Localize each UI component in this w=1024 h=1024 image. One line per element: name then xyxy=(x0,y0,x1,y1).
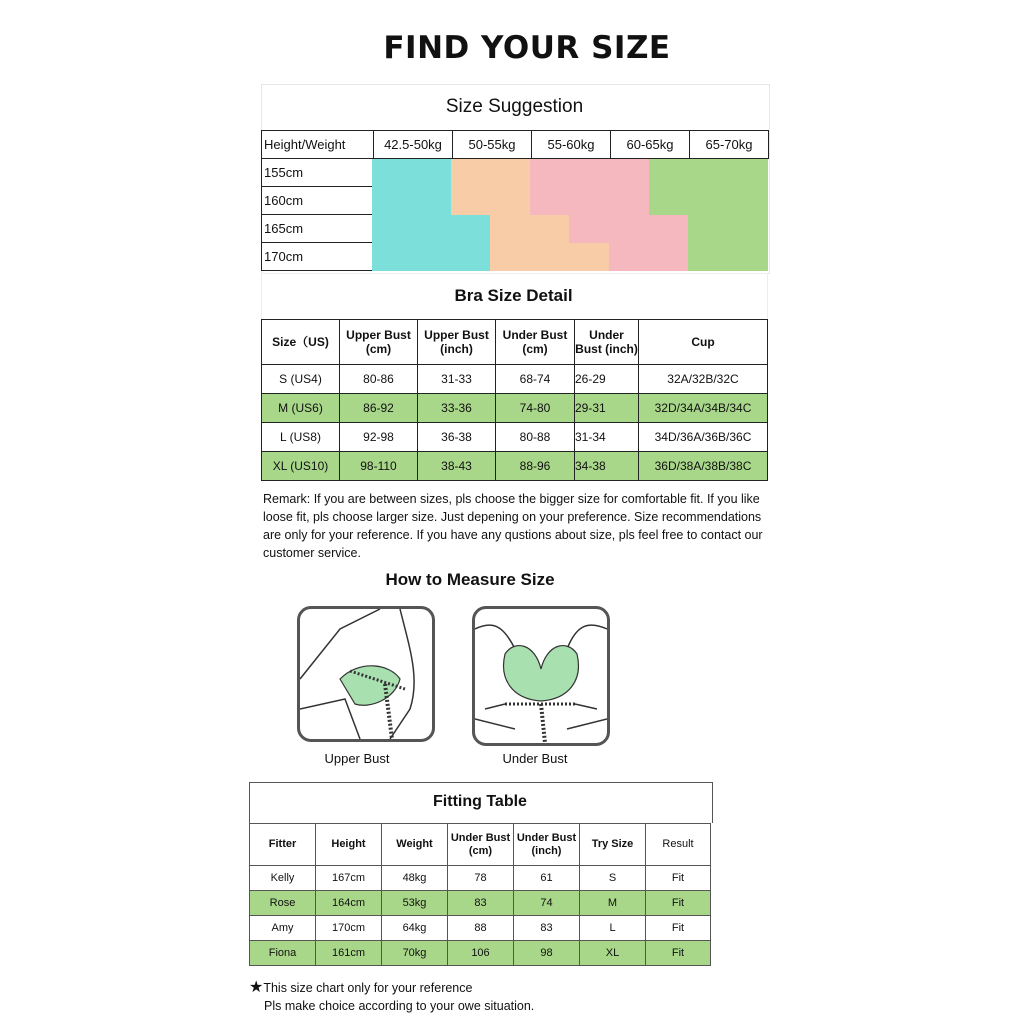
under-bust-figure-icon xyxy=(475,609,607,743)
weight-header: 65-70kg xyxy=(690,131,769,159)
table-cell: 32A/32B/32C xyxy=(639,365,768,394)
table-cell: 33-36 xyxy=(418,394,496,423)
table-cell: 29-31 xyxy=(575,394,639,423)
table-cell: 32D/34A/34B/34C xyxy=(639,394,768,423)
star-icon: ★ xyxy=(249,977,264,996)
table-cell: 167cm xyxy=(316,866,382,891)
table-cell: Kelly xyxy=(250,866,316,891)
table-cell: Rose xyxy=(250,891,316,916)
table-cell: 106 xyxy=(448,941,514,966)
table-cell: 92-98 xyxy=(340,423,418,452)
table-cell: 80-86 xyxy=(340,365,418,394)
table-cell: 88 xyxy=(448,916,514,941)
column-header: Under Bust (inch) xyxy=(514,824,580,866)
footnote-text-1: This size chart only for your reference xyxy=(263,981,473,995)
table-cell: 83 xyxy=(448,891,514,916)
column-header: Try Size xyxy=(580,824,646,866)
weight-header: 55-60kg xyxy=(532,131,611,159)
table-cell: XL (US10) xyxy=(262,452,340,481)
column-header: Height xyxy=(316,824,382,866)
upper-bust-illustration xyxy=(297,606,435,742)
how-to-measure-title: How to Measure Size xyxy=(385,570,555,589)
size-block-xl xyxy=(688,215,768,271)
table-cell: 70kg xyxy=(382,941,448,966)
table-cell: 31-34 xyxy=(575,423,639,452)
under-bust-illustration xyxy=(472,606,610,746)
under-bust-caption: Under Bust xyxy=(502,751,568,766)
upper-bust-caption: Upper Bust xyxy=(324,751,390,766)
table-cell: 98 xyxy=(514,941,580,966)
corner-label: Height/Weight xyxy=(262,131,374,159)
size-block-l xyxy=(530,159,649,215)
table-cell: 53kg xyxy=(382,891,448,916)
column-header: Size（US) xyxy=(262,320,340,365)
table-cell: 161cm xyxy=(316,941,382,966)
column-header: Cup xyxy=(639,320,768,365)
column-header: Fitter xyxy=(250,824,316,866)
column-header: Weight xyxy=(382,824,448,866)
table-cell: 74 xyxy=(514,891,580,916)
page-title: FIND YOUR SIZE xyxy=(383,30,671,66)
column-header: Result xyxy=(646,824,711,866)
table-cell: 78 xyxy=(448,866,514,891)
table-cell: 38-43 xyxy=(418,452,496,481)
size-block-xl xyxy=(649,159,768,215)
table-cell: M (US6) xyxy=(262,394,340,423)
table-cell: 170cm xyxy=(316,916,382,941)
table-cell: 61 xyxy=(514,866,580,891)
table-cell: 36D/38A/38B/38C xyxy=(639,452,768,481)
height-label: 170cm xyxy=(262,243,375,271)
height-column xyxy=(261,158,375,271)
size-block-l xyxy=(609,243,688,271)
table-cell: Fit xyxy=(646,941,711,966)
size-block-s xyxy=(451,215,490,271)
upper-bust-figure-icon xyxy=(300,609,432,739)
column-header: Under Bust (cm) xyxy=(448,824,514,866)
height-label: 155cm xyxy=(262,159,375,187)
height-label: 160cm xyxy=(262,187,375,215)
table-cell: 98-110 xyxy=(340,452,418,481)
table-cell: Fiona xyxy=(250,941,316,966)
table-cell: Fit xyxy=(646,891,711,916)
footnote-text-2: Pls make choice according to your owe situation. xyxy=(264,999,535,1013)
table-cell: Fit xyxy=(646,916,711,941)
table-cell: 86-92 xyxy=(340,394,418,423)
size-block-m xyxy=(490,243,609,271)
table-cell: 36-38 xyxy=(418,423,496,452)
table-cell: 64kg xyxy=(382,916,448,941)
size-block-l xyxy=(569,215,688,243)
footnote-line-1 xyxy=(249,978,534,997)
size-block-m xyxy=(490,215,569,243)
table-cell: L (US8) xyxy=(262,423,340,452)
fitting-title: Fitting Table xyxy=(433,793,527,810)
footnote xyxy=(249,978,534,1015)
column-header: Under Bust (cm) xyxy=(496,320,575,365)
table-cell: 31-33 xyxy=(418,365,496,394)
table-cell: 74-80 xyxy=(496,394,575,423)
table-cell: S xyxy=(580,866,646,891)
bra-detail-title: Bra Size Detail xyxy=(454,286,573,305)
weight-header: 60-65kg xyxy=(611,131,690,159)
table-cell: 68-74 xyxy=(496,365,575,394)
remark-text: Remark: If you are between sizes, pls choose the bigger size for comfortable fit. If you like loose fit, pls choose larger size. Just depening on your preference. Size recommendations are only for your reference. If you have any qustions about size, pls feel free to contact our customer service. xyxy=(263,492,763,560)
column-header: Upper Bust (inch) xyxy=(418,320,496,365)
table-cell: 34-38 xyxy=(575,452,639,481)
column-header: Upper Bust (cm) xyxy=(340,320,418,365)
table-cell: 26-29 xyxy=(575,365,639,394)
weight-header: 50-55kg xyxy=(453,131,532,159)
height-label: 165cm xyxy=(262,215,375,243)
column-header: Under Bust (inch) xyxy=(575,320,639,365)
size-block-m xyxy=(451,159,530,215)
table-cell: 48kg xyxy=(382,866,448,891)
size-block-s xyxy=(372,159,451,271)
size-suggestion-header xyxy=(261,130,769,159)
table-cell: 34D/36A/36B/36C xyxy=(639,423,768,452)
bra-detail-table xyxy=(261,319,768,481)
table-cell: 80-88 xyxy=(496,423,575,452)
table-cell: M xyxy=(580,891,646,916)
table-cell: 83 xyxy=(514,916,580,941)
table-cell: S (US4) xyxy=(262,365,340,394)
fitting-table xyxy=(249,823,711,966)
table-cell: 164cm xyxy=(316,891,382,916)
table-cell: Amy xyxy=(250,916,316,941)
size-suggestion-title: Size Suggestion xyxy=(445,96,584,117)
table-cell: L xyxy=(580,916,646,941)
table-cell: 88-96 xyxy=(496,452,575,481)
weight-header: 42.5-50kg xyxy=(374,131,453,159)
table-cell: Fit xyxy=(646,866,711,891)
table-cell: XL xyxy=(580,941,646,966)
